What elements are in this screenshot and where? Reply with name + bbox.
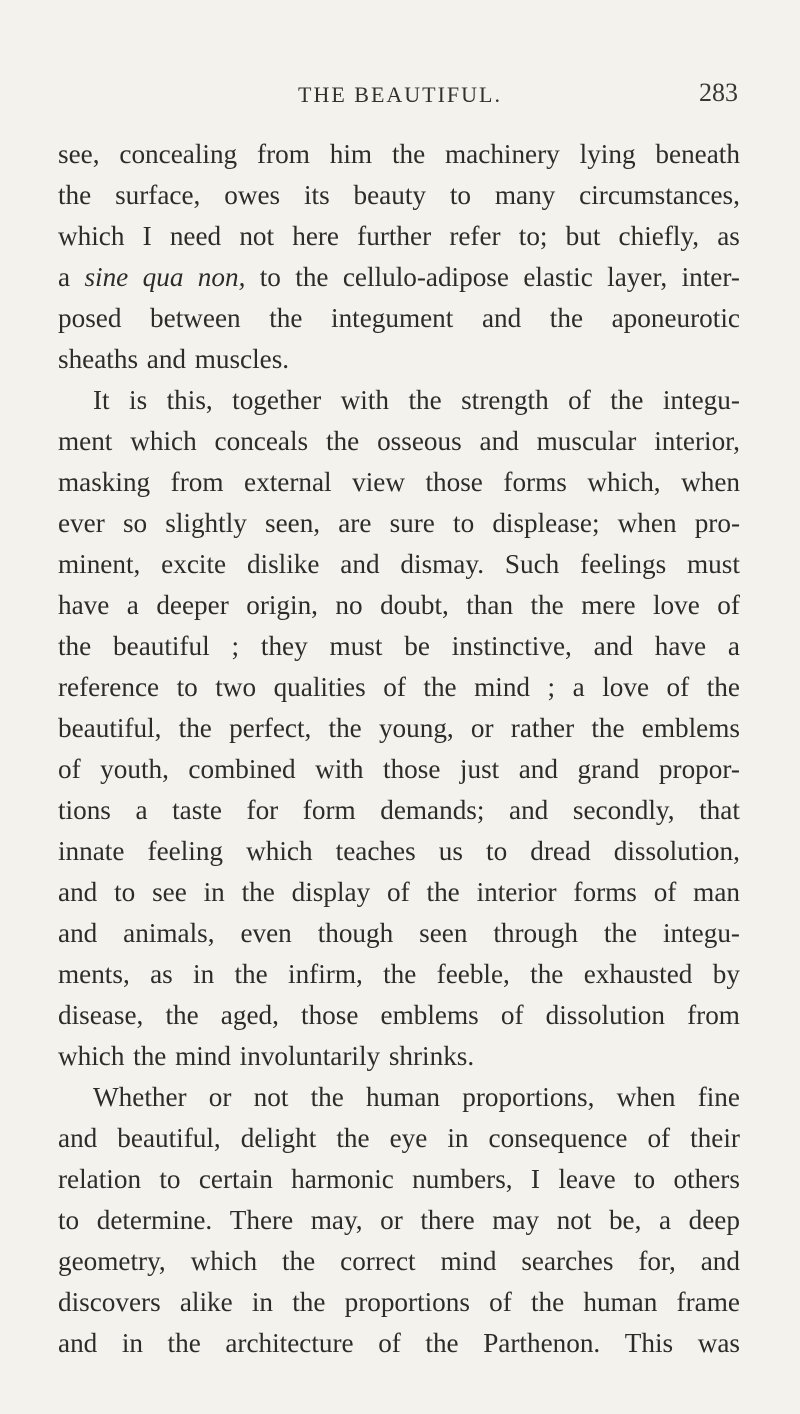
text-line <box>58 544 740 585</box>
text-line <box>58 1077 740 1118</box>
word: the <box>58 631 92 661</box>
word: eye <box>389 1123 428 1153</box>
word: interior <box>476 877 557 907</box>
word: qua <box>142 262 184 292</box>
text-line <box>58 175 740 216</box>
word: beneath <box>655 139 740 169</box>
text-line <box>58 1323 740 1364</box>
word: involuntarily <box>239 1041 381 1071</box>
word: integu- <box>662 918 740 948</box>
page-number: 283 <box>699 78 738 107</box>
word: may, <box>310 1205 363 1235</box>
word: integu- <box>662 385 740 415</box>
word: minent, <box>58 549 141 579</box>
word: to <box>114 877 136 907</box>
word: its <box>303 180 330 210</box>
word: the <box>167 1328 201 1358</box>
word: to <box>634 1164 656 1194</box>
word: of <box>489 1287 512 1317</box>
word: consequence <box>488 1123 628 1153</box>
text-line <box>58 995 740 1036</box>
word: qualities <box>273 672 366 702</box>
word: the <box>310 1082 344 1112</box>
word: and <box>58 918 98 948</box>
word: ; <box>231 631 240 661</box>
word: are <box>338 508 372 538</box>
word: many <box>494 180 556 210</box>
word: must <box>329 631 383 661</box>
word: the <box>530 1287 565 1317</box>
word: alike <box>179 1287 233 1317</box>
word: of <box>666 672 690 702</box>
word: perfect, <box>229 713 312 743</box>
word: love <box>602 672 650 702</box>
word: a <box>58 262 71 292</box>
word: It <box>93 385 110 415</box>
word: discovers <box>58 1287 161 1317</box>
word: forms <box>503 467 567 497</box>
word: determine. <box>96 1205 213 1235</box>
word: youth, <box>100 754 169 784</box>
word: to <box>453 508 475 538</box>
word: in <box>193 959 215 989</box>
word: dread <box>530 836 591 866</box>
word: feeling <box>147 836 224 866</box>
word: ; <box>547 672 556 702</box>
word: to <box>486 836 508 866</box>
text-line <box>58 339 740 380</box>
word: instinctive, <box>451 631 572 661</box>
word: is <box>129 385 148 415</box>
word: in <box>121 1328 143 1358</box>
word: There <box>229 1205 294 1235</box>
word: non, <box>197 262 246 292</box>
word: rather <box>510 713 575 743</box>
word: from <box>687 1000 740 1030</box>
word: doubt, <box>380 590 449 620</box>
word: deep <box>688 1205 740 1235</box>
word: those <box>425 467 483 497</box>
word: see, <box>58 139 100 169</box>
word: even <box>240 918 292 948</box>
word: when <box>617 508 677 538</box>
word: and <box>593 631 633 661</box>
word: must <box>687 549 740 579</box>
word: slightly <box>165 508 247 538</box>
word: beautiful <box>113 631 210 661</box>
word: refer <box>449 221 501 251</box>
word: correct <box>340 1246 416 1276</box>
word: dissolution, <box>613 836 740 866</box>
word: surface, <box>115 180 201 210</box>
text-line <box>58 1159 740 1200</box>
word: the <box>336 1123 370 1153</box>
word: the <box>530 590 564 620</box>
word: beautiful, <box>117 1123 221 1153</box>
word: or <box>208 1082 232 1112</box>
text-line <box>58 585 740 626</box>
text-line <box>58 1118 740 1159</box>
word: have <box>58 590 110 620</box>
word: external <box>244 467 332 497</box>
word: to <box>176 672 198 702</box>
word: or <box>380 1205 403 1235</box>
word: the <box>425 1328 459 1358</box>
word: innate <box>58 836 125 866</box>
word: the <box>423 672 457 702</box>
word: tions <box>58 795 111 825</box>
word: ever <box>58 508 105 538</box>
word: beautiful, <box>58 713 162 743</box>
text-line <box>58 708 740 749</box>
word: numbers, <box>412 1164 513 1194</box>
word: display <box>291 877 371 907</box>
word: of <box>383 672 406 702</box>
word: demands; <box>380 795 485 825</box>
text-line <box>58 1036 740 1077</box>
word: young, <box>378 713 454 743</box>
word: the <box>58 180 92 210</box>
word: the <box>549 303 584 333</box>
word: feeble, <box>436 959 510 989</box>
word: not <box>556 1205 592 1235</box>
word: mind <box>474 672 531 702</box>
word: to <box>159 1164 181 1194</box>
word: not <box>239 221 275 251</box>
word: to; <box>518 221 548 251</box>
word: disease, <box>58 1000 144 1030</box>
word: mind <box>175 1041 231 1071</box>
word: between <box>150 303 241 333</box>
word: this, <box>166 385 213 415</box>
word: combined <box>188 754 296 784</box>
running-title: THE BEAUTIFUL. <box>298 82 502 107</box>
word: Whether <box>93 1082 187 1112</box>
word: sheaths <box>58 344 139 374</box>
word: which <box>130 426 197 456</box>
word: a <box>572 672 585 702</box>
word: chiefly, <box>618 221 700 251</box>
word: the <box>165 1000 199 1030</box>
word: to <box>259 262 281 292</box>
word: through <box>493 918 578 948</box>
word: fine <box>697 1082 740 1112</box>
word: I <box>142 221 152 251</box>
word: the <box>269 303 303 333</box>
word: but <box>565 221 601 251</box>
word: propor- <box>658 754 740 784</box>
text-line <box>58 134 740 175</box>
word: forms <box>573 877 637 907</box>
word: leave <box>558 1164 616 1194</box>
word: sine <box>84 262 129 292</box>
word: grand <box>577 754 640 784</box>
word: strength <box>461 385 549 415</box>
word: mere <box>581 590 636 620</box>
word: for <box>246 795 279 825</box>
word: a <box>135 795 148 825</box>
word: muscular <box>536 426 637 456</box>
word: the <box>326 426 360 456</box>
word: circumstances, <box>579 180 740 210</box>
word: Parthenon. <box>483 1328 601 1358</box>
word: inter- <box>681 262 740 292</box>
word: though <box>317 918 394 948</box>
word: to <box>449 180 472 210</box>
word: was <box>697 1328 740 1358</box>
word: which <box>58 1041 125 1071</box>
word: beauty <box>353 180 426 210</box>
word: need <box>169 221 222 251</box>
word: of <box>568 385 591 415</box>
word: owes <box>224 180 281 210</box>
word: feelings <box>580 549 667 579</box>
word: layer, <box>607 262 668 292</box>
word: from <box>257 139 310 169</box>
word: of <box>387 877 410 907</box>
text-line <box>58 1241 740 1282</box>
word: I <box>530 1164 540 1194</box>
word: excite <box>161 549 227 579</box>
word: may <box>492 1205 540 1235</box>
word: love <box>652 590 700 620</box>
word: muscles. <box>194 344 290 374</box>
text-line <box>58 421 740 462</box>
word: aged, <box>220 1000 279 1030</box>
word: here <box>292 221 340 251</box>
word: the <box>591 713 625 743</box>
word: and <box>146 344 187 374</box>
word: infirm, <box>288 959 363 989</box>
word: by <box>712 959 740 989</box>
word: dismay. <box>400 549 484 579</box>
text-line <box>58 872 740 913</box>
word: in <box>203 877 225 907</box>
word: ments, <box>58 959 130 989</box>
word: relation <box>58 1164 142 1194</box>
word: masking <box>58 467 151 497</box>
text-line <box>58 1282 740 1323</box>
word: no <box>335 590 363 620</box>
running-head <box>60 70 740 110</box>
word: of <box>717 590 740 620</box>
word: taste <box>172 795 222 825</box>
text-line <box>58 626 740 667</box>
word: the <box>610 385 644 415</box>
word: sure <box>389 508 435 538</box>
word: and <box>58 877 98 907</box>
word: so <box>122 508 148 538</box>
word: a <box>727 631 740 661</box>
word: shrinks. <box>388 1041 475 1071</box>
word: the <box>603 918 638 948</box>
word: and <box>481 303 522 333</box>
word: have <box>654 631 707 661</box>
word: origin, <box>246 590 318 620</box>
word: with <box>315 754 364 784</box>
word: geometry, <box>58 1246 166 1276</box>
word: the <box>295 262 329 292</box>
text-line <box>58 831 740 872</box>
word: pro- <box>694 508 740 538</box>
word: certain <box>198 1164 273 1194</box>
word: just <box>459 754 500 784</box>
word: which <box>58 221 125 251</box>
word: form <box>302 795 356 825</box>
word: secondly, <box>572 795 675 825</box>
word: the <box>282 1246 316 1276</box>
text-line <box>58 913 740 954</box>
word: two <box>215 672 257 702</box>
word: human <box>583 1287 658 1317</box>
word: a <box>658 1205 672 1235</box>
word: their <box>690 1123 740 1153</box>
word: and <box>518 754 558 784</box>
word: of <box>58 754 81 784</box>
word: proportions <box>344 1287 470 1317</box>
word: dislike <box>246 549 320 579</box>
word: from <box>170 467 224 497</box>
text-line <box>58 790 740 831</box>
word: the <box>178 713 212 743</box>
word: elastic <box>523 262 593 292</box>
word: of <box>653 877 677 907</box>
text-line <box>58 380 740 421</box>
word: those <box>301 1000 359 1030</box>
word: emblems <box>380 1000 479 1030</box>
word: be, <box>608 1205 642 1235</box>
word: osseous <box>377 426 462 456</box>
word: see <box>152 877 187 907</box>
word: and <box>479 426 519 456</box>
word: proportions, <box>462 1082 595 1112</box>
word: the <box>234 959 268 989</box>
word: posed <box>58 303 122 333</box>
word: when <box>681 467 740 497</box>
word: mind <box>440 1246 497 1276</box>
word: frame <box>676 1287 740 1317</box>
word: seen <box>419 918 468 948</box>
word: others <box>673 1164 740 1194</box>
word: than <box>466 590 514 620</box>
word: those <box>383 754 441 784</box>
word: conceals <box>214 426 309 456</box>
text-line <box>58 298 740 339</box>
word: machinery <box>445 139 560 169</box>
word: the <box>530 959 564 989</box>
word: there <box>420 1205 475 1235</box>
word: further <box>357 221 432 251</box>
word: us <box>438 836 463 866</box>
word: and <box>700 1246 740 1276</box>
word: and <box>509 795 549 825</box>
text-line <box>58 462 740 503</box>
text-line <box>58 749 740 790</box>
word: reference <box>58 672 160 702</box>
word: him <box>329 139 373 169</box>
text-line <box>58 257 740 298</box>
word: exhausted <box>583 959 693 989</box>
word: in <box>447 1123 469 1153</box>
word: they <box>260 631 308 661</box>
word: dissolution <box>545 1000 665 1030</box>
word: not <box>253 1082 289 1112</box>
word: cellulo-adipose <box>342 262 509 292</box>
word: for, <box>638 1246 676 1276</box>
word: when <box>616 1082 676 1112</box>
word: searches <box>521 1246 614 1276</box>
word: human <box>366 1082 441 1112</box>
text-line <box>58 667 740 708</box>
word: concealing <box>119 139 238 169</box>
word: aponeurotic <box>611 303 740 333</box>
word: view <box>352 467 405 497</box>
word: the <box>383 959 417 989</box>
word: interior, <box>654 426 740 456</box>
word: be <box>404 631 430 661</box>
word: and <box>58 1123 98 1153</box>
word: lying <box>579 139 636 169</box>
word: man <box>693 877 740 907</box>
word: the <box>133 1041 167 1071</box>
word: deeper <box>156 590 229 620</box>
word: with <box>340 385 389 415</box>
word: harmonic <box>291 1164 394 1194</box>
word: of <box>647 1123 671 1153</box>
text-line <box>58 954 740 995</box>
word: a <box>126 590 139 620</box>
word: as <box>150 959 173 989</box>
word: emblems <box>641 713 740 743</box>
word: and <box>58 1328 98 1358</box>
word: and <box>340 549 380 579</box>
word: animals, <box>123 918 215 948</box>
word: delight <box>240 1123 317 1153</box>
word: This <box>624 1328 674 1358</box>
word: or <box>470 713 494 743</box>
word: which <box>246 836 313 866</box>
word: that <box>699 795 740 825</box>
word: the <box>706 672 740 702</box>
word: as <box>717 221 740 251</box>
word: architecture <box>225 1328 354 1358</box>
word: which, <box>587 467 661 497</box>
word: to <box>58 1205 80 1235</box>
word: teaches <box>335 836 416 866</box>
word: seen, <box>264 508 321 538</box>
word: the <box>241 877 275 907</box>
word: in <box>251 1287 274 1317</box>
word: ment <box>58 426 113 456</box>
text-line <box>58 1200 740 1241</box>
word: together <box>232 385 322 415</box>
word: of <box>378 1328 401 1358</box>
body-text <box>58 134 740 1364</box>
word: the <box>426 877 460 907</box>
word: the <box>328 713 362 743</box>
word: the <box>408 385 442 415</box>
word: Such <box>504 549 560 579</box>
word: the <box>391 139 426 169</box>
word: of <box>500 1000 524 1030</box>
word: displease; <box>492 508 600 538</box>
word: the <box>292 1287 326 1317</box>
word: which <box>190 1246 258 1276</box>
text-line <box>58 503 740 544</box>
word: integument <box>331 303 454 333</box>
text-line <box>58 216 740 257</box>
